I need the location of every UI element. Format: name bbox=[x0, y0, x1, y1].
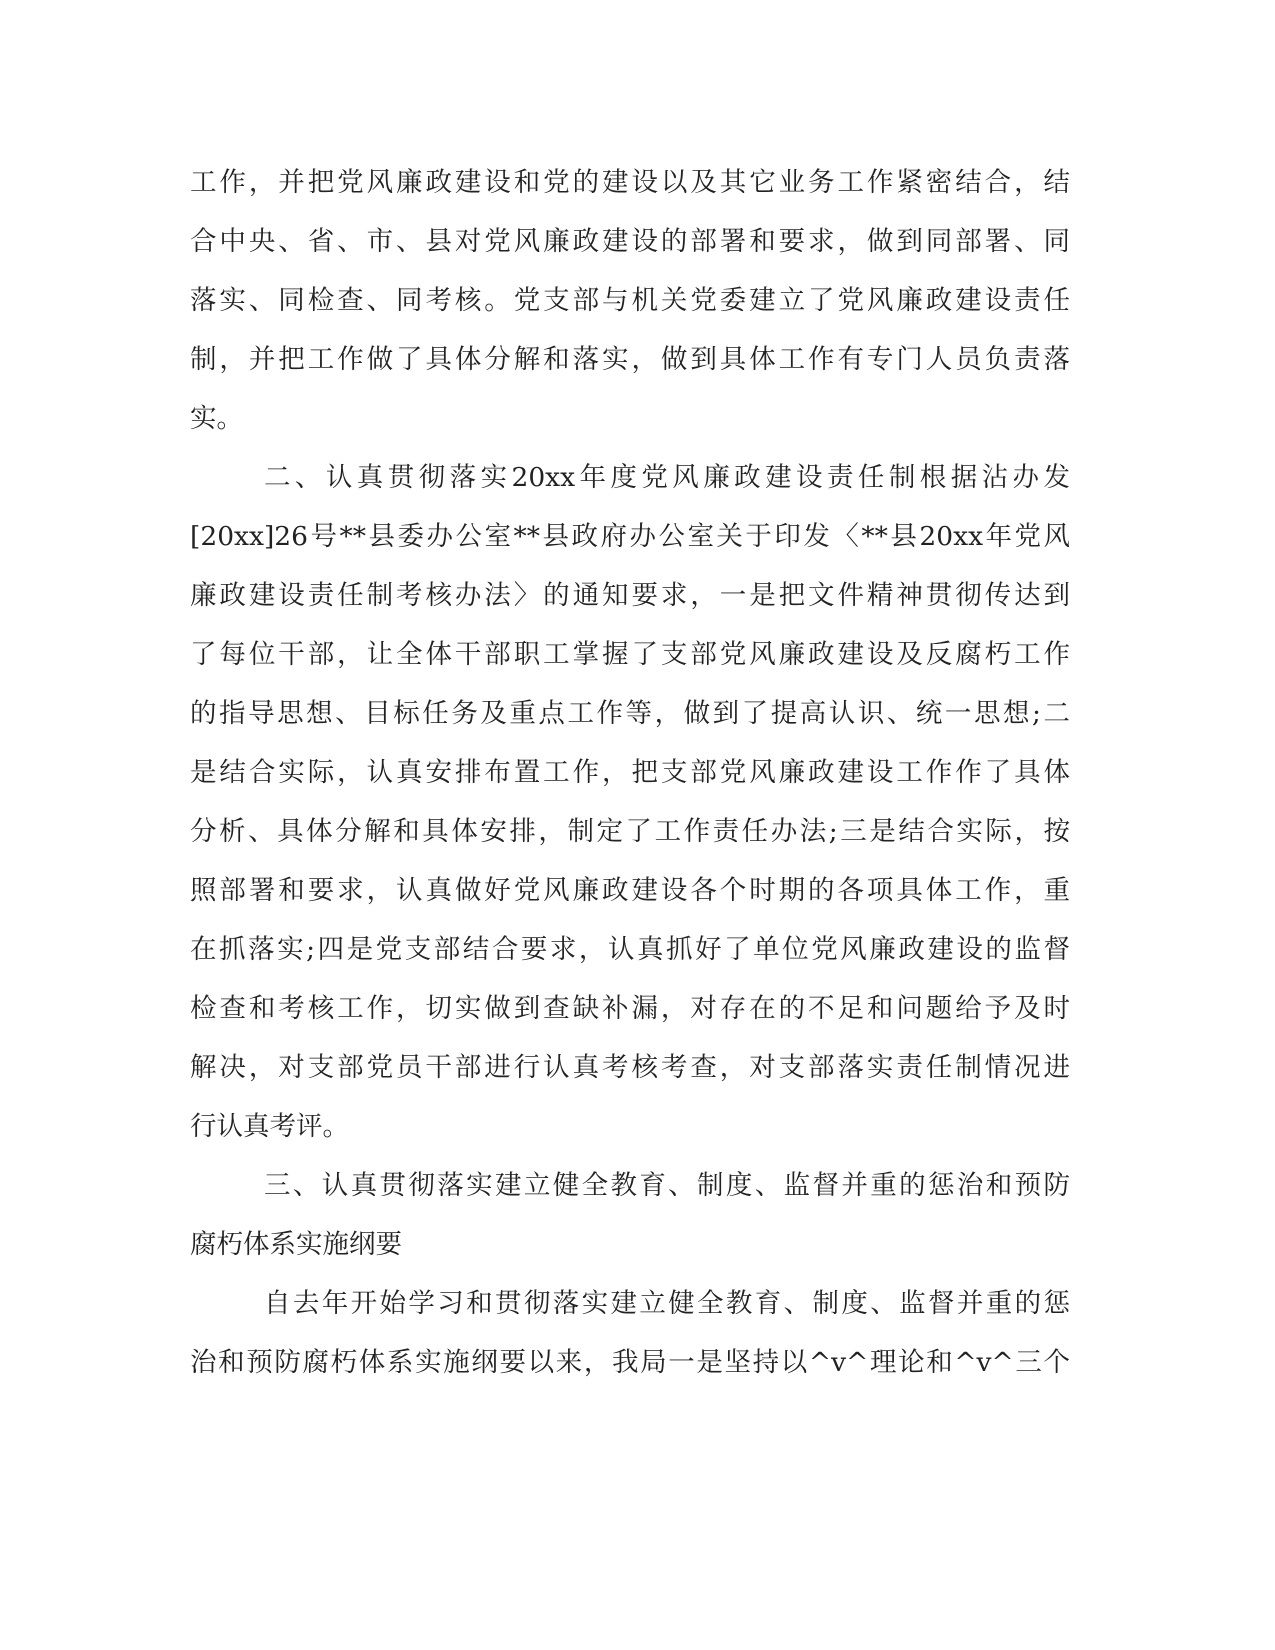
body-text-line: [20xx]26号**县委办公室**县政府办公室关于印发〈**县20xx年党风 bbox=[190, 521, 1070, 552]
section-heading-3: 三、认真贯彻落实建立健全教育、制度、监督并重的惩治和预防 bbox=[264, 1170, 1070, 1201]
body-text-line: 的指导思想、目标任务及重点工作等，做到了提高认识、统一思想;二 bbox=[190, 698, 1070, 729]
body-text-line: 合中央、省、市、县对党风廉政建设的部署和要求，做到同部署、同 bbox=[190, 226, 1070, 257]
body-text-line: 实。 bbox=[190, 403, 243, 434]
body-text-line: 解决，对支部党员干部进行认真考核考查，对支部落实责任制情况进 bbox=[190, 1052, 1070, 1083]
body-text-line: 行认真考评。 bbox=[190, 1111, 349, 1142]
body-text-line: 自去年开始学习和贯彻落实建立健全教育、制度、监督并重的惩 bbox=[264, 1288, 1070, 1319]
body-text-line: 治和预防腐朽体系实施纲要以来，我局一是坚持以^v^理论和^v^三个 bbox=[190, 1347, 1070, 1378]
body-text-line: 在抓落实;四是党支部结合要求，认真抓好了单位党风廉政建设的监督 bbox=[190, 934, 1070, 965]
body-text-line: 检查和考核工作，切实做到查缺补漏，对存在的不足和问题给予及时 bbox=[190, 993, 1070, 1024]
body-text-line: 了每位干部，让全体干部职工掌握了支部党风廉政建设及反腐朽工作 bbox=[190, 639, 1070, 670]
section-heading-2: 二、认真贯彻落实20xx年度党风廉政建设责任制根据沾办发 bbox=[264, 462, 1070, 493]
body-text-line: 工作，并把党风廉政建设和党的建设以及其它业务工作紧密结合，结 bbox=[190, 167, 1070, 198]
body-text-line: 廉政建设责任制考核办法〉的通知要求，一是把文件精神贯彻传达到 bbox=[190, 580, 1070, 611]
body-text-line: 腐朽体系实施纲要 bbox=[190, 1229, 402, 1260]
body-text-line: 制，并把工作做了具体分解和落实，做到具体工作有专门人员负责落 bbox=[190, 344, 1070, 375]
body-text-line: 是结合实际，认真安排布置工作，把支部党风廉政建设工作作了具体 bbox=[190, 757, 1070, 788]
body-text-line: 照部署和要求，认真做好党风廉政建设各个时期的各项具体工作，重 bbox=[190, 875, 1070, 906]
body-text-line: 分析、具体分解和具体安排，制定了工作责任办法;三是结合实际，按 bbox=[190, 816, 1070, 847]
body-text-line: 落实、同检查、同考核。党支部与机关党委建立了党风廉政建设责任 bbox=[190, 285, 1070, 316]
